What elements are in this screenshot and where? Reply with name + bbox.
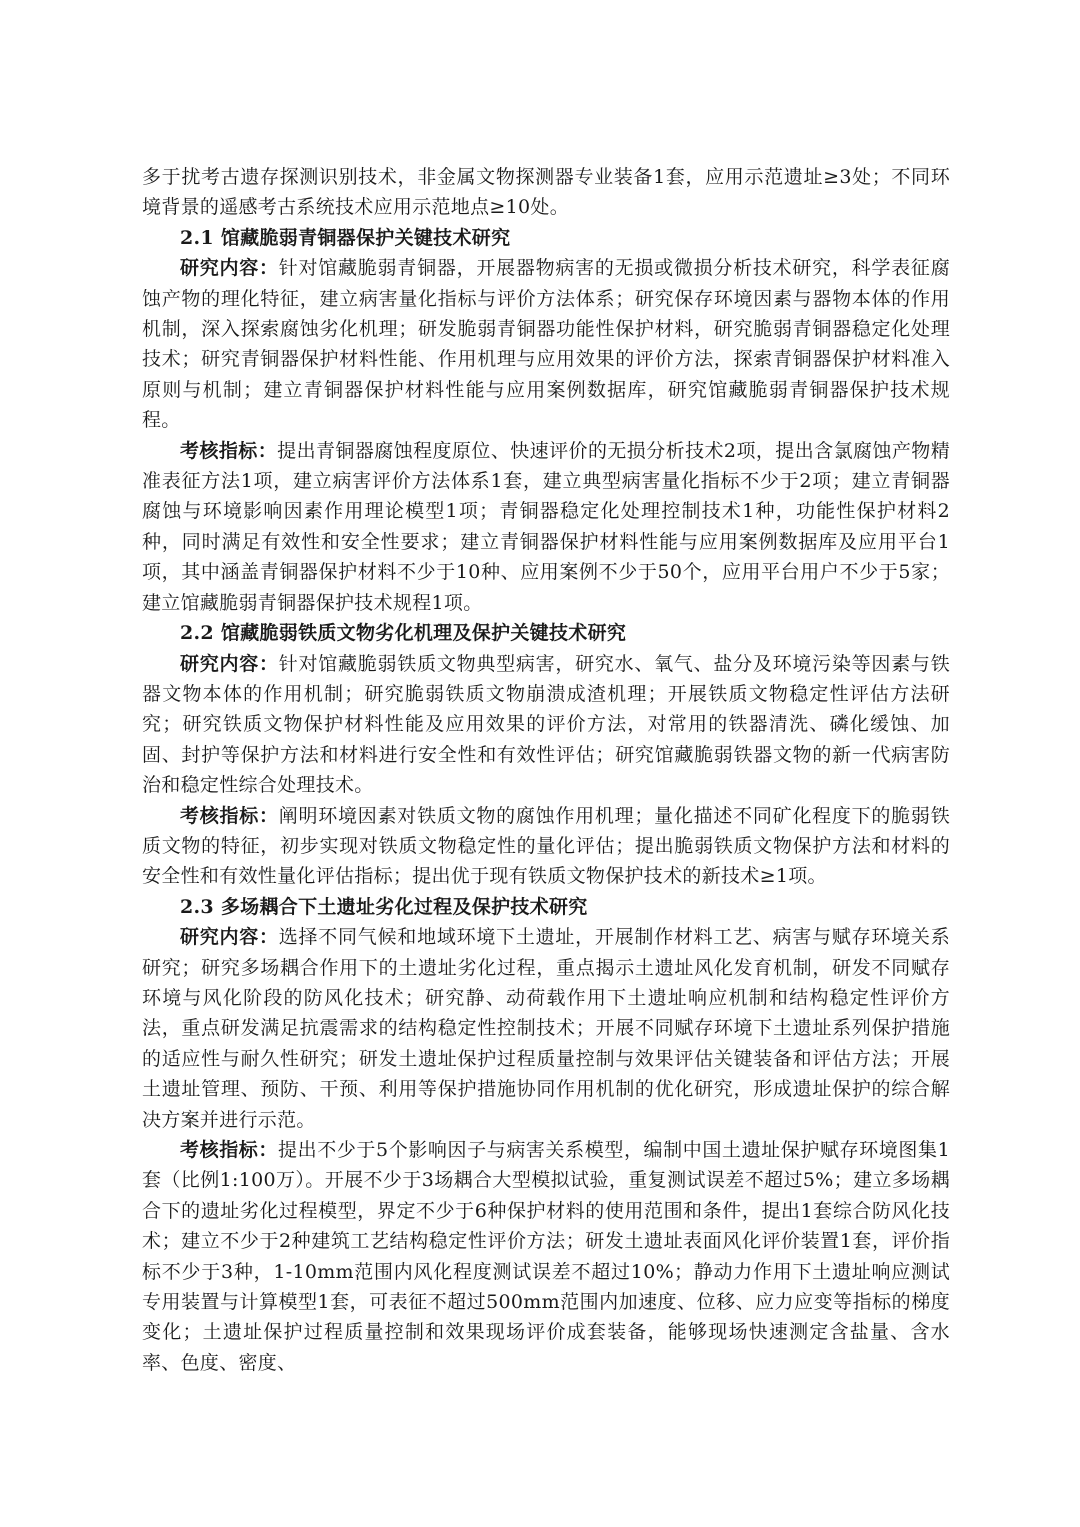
- content-label: 研究内容：: [180, 926, 279, 949]
- intro-paragraph: 多于扰考古遗存探测识别技术，非金属文物探测器专业装备1套，应用示范遗址≥3处；不同环境背景的遥感考古系统技术应用示范地点≥10处。: [142, 166, 950, 219]
- section-heading-2-2: 2.2 馆藏脆弱铁质文物劣化机理及保护关键技术研究: [180, 622, 627, 645]
- content-text: 针对馆藏脆弱铁质文物典型病害，研究水、氧气、盐分及环境污染等因素与铁器文物本体的作用机制；研究脆弱铁质文物崩溃成渣机理；开展铁质文物稳定性评估方法研究；研究铁质文物保护材料性能及应用效果的评价方法，对常用的铁器清洗、磷化缓蚀、加固、封护等保护方法和材料进行安全性和有效性评估；研究馆藏脆弱铁器文物的新一代病害防治和稳定性综合处理技术。: [142, 652, 950, 797]
- section-heading-2-1: 2.1 馆藏脆弱青铜器保护关键技术研究: [180, 226, 511, 249]
- section-2-2-content: [142, 649, 950, 801]
- metrics-label: 考核指标：: [180, 439, 278, 462]
- content-label: 研究内容：: [180, 257, 279, 280]
- section-2-3-content: [142, 922, 950, 1135]
- metrics-text: 阐明环境因素对铁质文物的腐蚀作用机理；量化描述不同矿化程度下的脆弱铁质文物的特征，初步实现对铁质文物稳定性的量化评估；提出脆弱铁质文物保护方法和材料的安全性和有效性量化评估指标；提出优于现有铁质文物保护技术的新技术≥1项。: [142, 804, 950, 888]
- metrics-text: 提出不少于5个影响因子与病害关系模型，编制中国土遗址保护赋存环境图集1套（比例1:100万）。开展不少于3场耦合大型模拟试验，重复测试误差不超过5%；建立多场耦合下的遗址劣化过程模型，界定不少于6种保护材料的使用范围和条件，提出1套综合防风化技术；建立不少于2种建筑工艺结构稳定性评价方法；研发土遗址表面风化评价装置1套，评价指标不少于3种，1-10mm范围内风化程度测试误差不超过10%；静动力作用下土遗址响应测试专用装置与计算模型1套，可表征不超过500mm范围内加速度、位移、应力应变等指标的梯度变化；土遗址保护过程质量控制和效果现场评价成套装备，能够现场快速测定含盐量、含水率、色度、密度、: [142, 1139, 950, 1374]
- content-text: 选择不同气候和地域环境下土遗址，开展制作材料工艺、病害与赋存环境关系研究；研究多场耦合作用下的土遗址劣化过程，重点揭示土遗址风化发育机制，研发不同赋存环境与风化阶段的防风化技术；研究静、动荷载作用下土遗址响应机制和结构稳定性评价方法，重点研发满足抗震需求的结构稳定性控制技术；开展不同赋存环境下土遗址系列保护措施的适应性与耐久性研究；研发土遗址保护过程质量控制与效果评估关键装备和评估方法；开展土遗址管理、预防、干预、利用等保护措施协同作用机制的优化研究，形成遗址保护的综合解决方案并进行示范。: [142, 926, 950, 1131]
- metrics-label: 考核指标：: [180, 1139, 279, 1161]
- section-heading-2-3: 2.3 多场耦合下土遗址劣化过程及保护技术研究: [180, 895, 588, 918]
- section-2-1-content: [142, 253, 950, 435]
- metrics-text: 提出青铜器腐蚀程度原位、快速评价的无损分析技术2项，提出含氯腐蚀产物精准表征方法1项，建立病害评价方法体系1套，建立典型病害量化指标不少于2项；建立青铜器腐蚀与环境影响因素作用理论模型1项；青铜器稳定化处理控制技术1种，功能性保护材料2种，同时满足有效性和安全性要求；建立青铜器保护材料性能与应用案例数据库及应用平台1项，其中涵盖青铜器保护材料不少于10种、应用案例不少于50个，应用平台用户不少于5家；建立馆藏脆弱青铜器保护技术规程1项。: [142, 439, 950, 614]
- content-text: 针对馆藏脆弱青铜器，开展器物病害的无损或微损分析技术研究，科学表征腐蚀产物的理化特征，建立病害量化指标与评价方法体系；研究保存环境因素与器物本体的作用机制，深入探索腐蚀劣化机理；研发脆弱青铜器功能性保护材料，研究脆弱青铜器稳定化处理技术；研究青铜器保护材料性能、作用机理与应用效果的评价方法，探索青铜器保护材料准入原则与机制；建立青铜器保护材料性能与应用案例数据库，研究馆藏脆弱青铜器保护技术规程。: [142, 257, 950, 432]
- section-2-2-metrics: [142, 801, 950, 892]
- section-2-3-metrics: [142, 1135, 950, 1378]
- metrics-label: 考核指标：: [180, 804, 279, 827]
- section-2-1-metrics: [142, 436, 950, 618]
- content-label: 研究内容：: [180, 652, 279, 675]
